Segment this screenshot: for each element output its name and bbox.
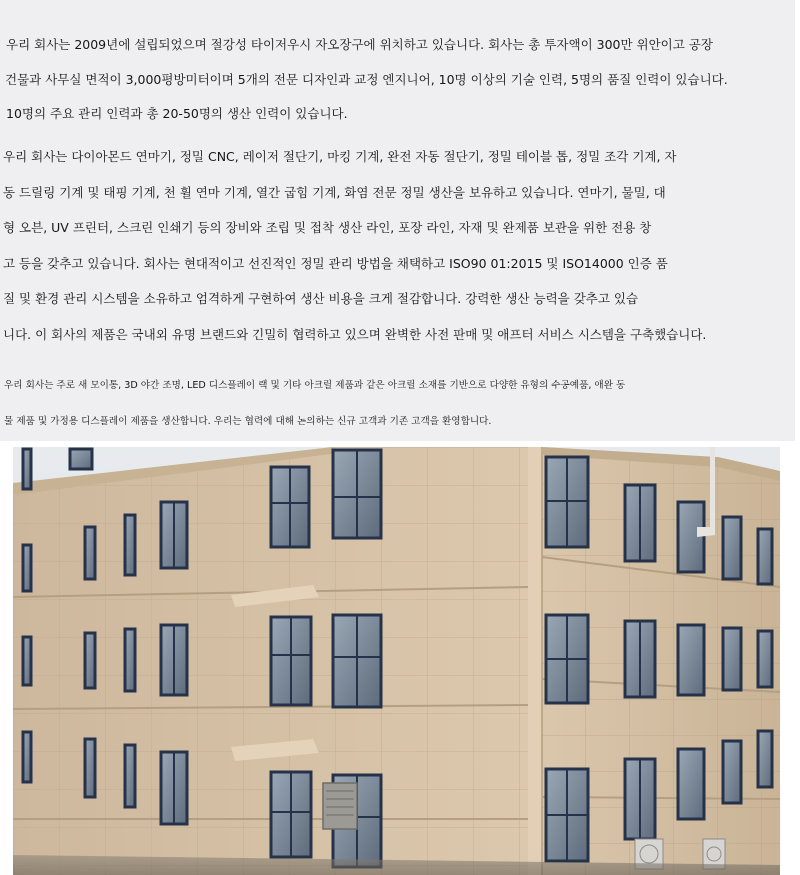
equipment-line: 우리 회사는 다이아몬드 연마기, 정밀 CNC, 레이저 절단기, 마킹 기계, 완전 자동 절단기, 정밀 테이블 톱, 정밀 조각 기계, 자 xyxy=(3,149,677,164)
factory-building-photo xyxy=(13,447,780,875)
equipment-line: 고 등을 갖추고 있습니다. 회사는 현대적이고 선진적인 정밀 관리 방법을 채택하고 ISO90 01:2015 및 ISO14000 인증 품 xyxy=(3,256,668,271)
intro-line: 10명의 주요 관리 인력과 총 20-50명의 생산 인력이 있습니다. xyxy=(6,106,348,121)
equipment-line: 동 드릴링 기계 및 태핑 기계, 천 휠 연마 기계, 열간 굽힘 기계, 화염 전문 정밀 생산을 보유하고 있습니다. 연마기, 물밀, 대 xyxy=(3,185,666,200)
products-line: 물 제품 및 가정용 디스플레이 제품을 생산합니다. 우리는 협력에 대해 논의하는 신규 고객과 기존 고객을 환영합니다. xyxy=(4,416,492,427)
equipment-line: 형 오븐, UV 프린터, 스크린 인쇄기 등의 장비와 조립 및 접착 생산 라인, 포장 라인, 자재 및 완제품 보관을 위한 전용 창 xyxy=(3,220,652,235)
equipment-line: 니다. 이 회사의 제품은 국내외 유명 브랜드와 긴밀히 협력하고 있으며 완벽한 사전 판매 및 애프터 서비스 시스템을 구축했습니다. xyxy=(3,327,707,342)
intro-line: 건물과 사무실 면적이 3,000평방미터이며 5개의 전문 디자인과 교정 엔지니어, 10명 이상의 기술 인력, 5명의 품질 인력이 있습니다. xyxy=(5,72,728,87)
products-line: 우리 회사는 주로 새 모이통, 3D 야간 조명, LED 디스플레이 랙 및 기타 아크릴 제품과 같은 아크릴 소재를 기반으로 다양한 유형의 수공예품, 애완 동 xyxy=(4,380,626,391)
equipment-line: 질 및 환경 관리 시스템을 소유하고 엄격하게 구현하여 생산 비용을 크게 절감합니다. 강력한 생산 능력을 갖추고 있습 xyxy=(3,291,639,306)
intro-line: 우리 회사는 2009년에 설립되었으며 절강성 타이저우시 자오장구에 위치하고 있습니다. 회사는 총 투자액이 300만 위안이고 공장 xyxy=(6,37,713,52)
